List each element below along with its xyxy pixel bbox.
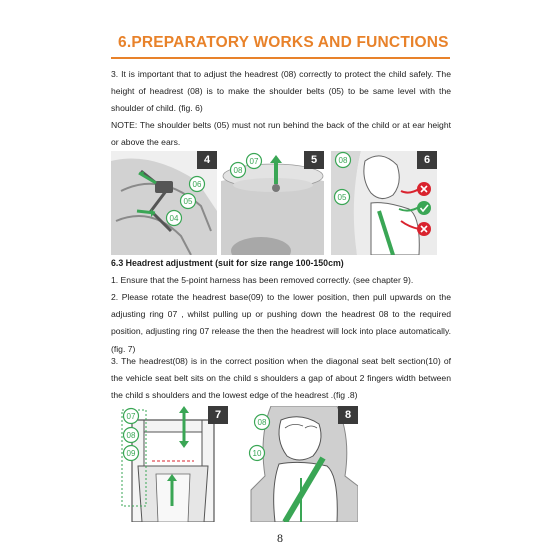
figure-7 [118, 406, 228, 522]
figure-7-label-08 [124, 428, 139, 443]
wrong-position-low-icon [417, 222, 431, 236]
paragraph-note: NOTE: The shoulder belts (05) must not run behind the back of the child or at ear height or above the ears. [111, 120, 451, 148]
figure-6-label-08 [336, 153, 351, 168]
figure-5-label-08 [231, 163, 246, 178]
figure-4-number: 4 [197, 151, 217, 169]
paragraph-step-2: 2. Please rotate the headrest base(09) to the lower position, then pull upwards on the adjusting ring 07 , whilst pulling up or pushing down the headrest 08 to the required position, adjusting ring 07 release the then the headrest will lock into place automatically. (fig. 7) [111, 292, 451, 354]
svg-text:05: 05 [183, 197, 193, 206]
correct-position-check-icon [417, 201, 431, 215]
title-underline [111, 57, 450, 59]
figure-8-label-10 [250, 446, 265, 461]
figure-8 [241, 406, 358, 522]
figure-4-label-04 [167, 211, 182, 226]
svg-text:09: 09 [126, 449, 136, 458]
section-title: 6.PREPARATORY WORKS AND FUNCTIONS [118, 34, 449, 51]
svg-text:08: 08 [257, 418, 267, 427]
paragraph-step-3: 3. The headrest(08) is in the correct position when the diagonal seat belt section(10) of the vehicle seat belt sits on the child s shoulders a gap of about 2 fingers width between the child s shoulders and the lowest edge of the headrest .(fig .8) [111, 356, 451, 401]
figure-7-label-09 [124, 446, 139, 461]
figure-6-number: 6 [417, 151, 437, 169]
svg-text:08: 08 [338, 156, 348, 165]
wrong-position-high-icon [417, 182, 431, 196]
svg-text:05: 05 [337, 193, 347, 202]
figure-8-label-08 [255, 415, 270, 430]
svg-text:06: 06 [192, 180, 202, 189]
figure-6-label-05 [335, 190, 350, 205]
headrest-adjustment-heading: 6.3 Headrest adjustment (suit for size range 100-150cm) [111, 258, 344, 268]
figure-4-label-05 [181, 194, 196, 209]
svg-text:08: 08 [233, 166, 243, 175]
svg-text:07: 07 [249, 157, 259, 166]
svg-text:07: 07 [126, 412, 136, 421]
figure-5 [221, 151, 324, 255]
figure-7-number: 7 [208, 406, 228, 424]
figure-5-number: 5 [304, 151, 324, 169]
figure-6 [331, 151, 437, 255]
page-number: 8 [277, 531, 283, 545]
paragraph-step-1: 1. Ensure that the 5-point harness has been removed correctly. (see chapter 9). [111, 275, 414, 285]
svg-text:08: 08 [126, 431, 136, 440]
figure-7-label-07 [124, 409, 139, 424]
paragraph-headrest-importance: 3. It is important that to adjust the headrest (08) correctly to protect the child safely. The height of headrest (08) is to make the shoulder belts (05) to be same level with the shoulder of child. (fig. 6) [111, 69, 451, 114]
svg-text:10: 10 [252, 449, 262, 458]
figure-4 [111, 151, 217, 255]
figure-4-label-06 [190, 177, 205, 192]
figure-5-label-07 [247, 154, 262, 169]
svg-text:04: 04 [169, 214, 179, 223]
figure-8-number: 8 [338, 406, 358, 424]
